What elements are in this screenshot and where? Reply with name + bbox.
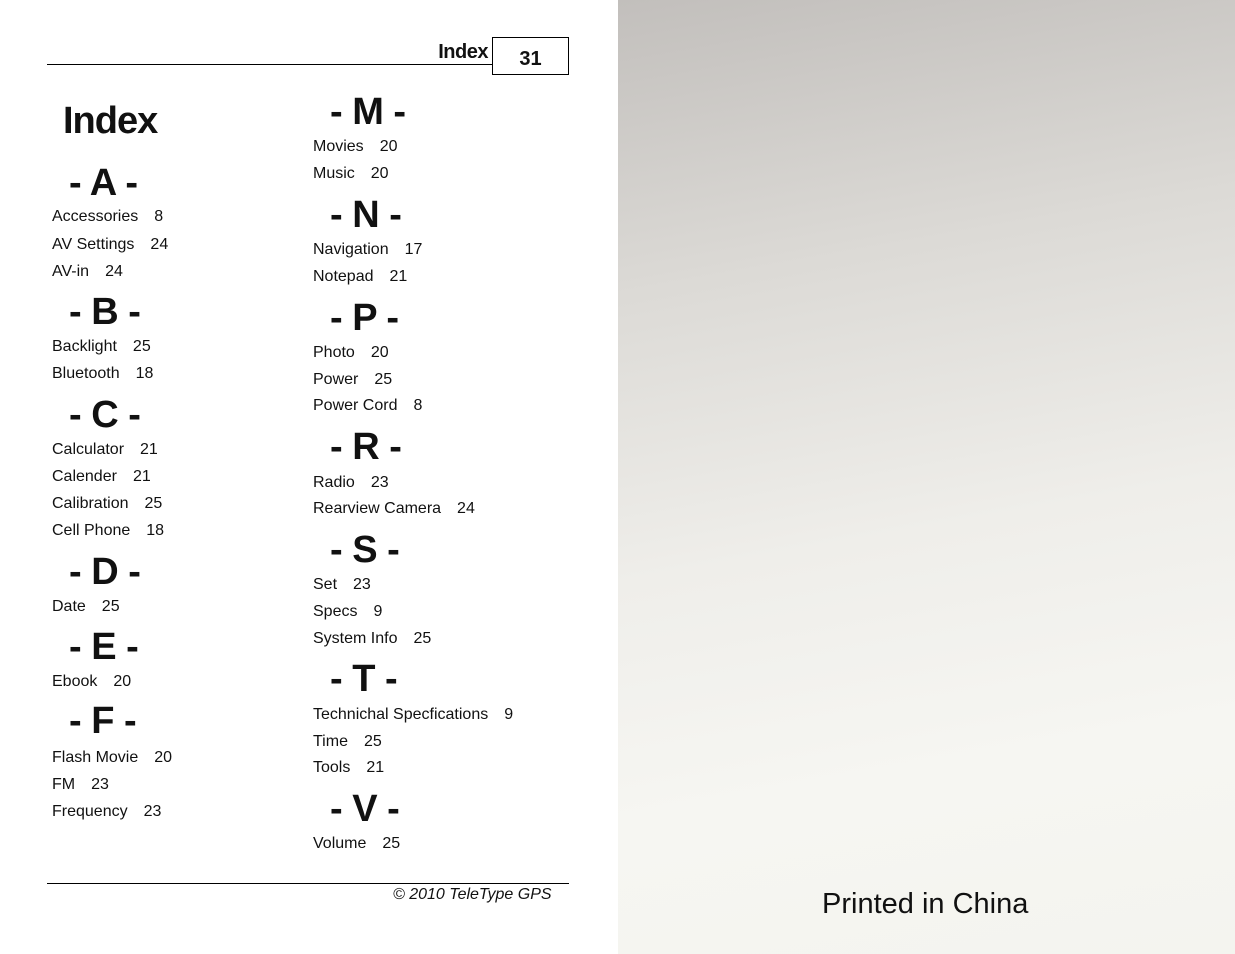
index-entry (313, 604, 382, 620)
index-page-ref: 25 (363, 733, 382, 750)
index-term: Tools (313, 759, 351, 776)
letter-heading: - R - (330, 426, 402, 468)
index-page-ref: 21 (132, 468, 151, 485)
index-entry (52, 237, 168, 253)
index-page-ref: 25 (382, 835, 401, 852)
index-term: Volume (313, 835, 367, 852)
index-term: Specs (313, 603, 358, 620)
letter-heading: - T - (330, 658, 398, 700)
index-page-ref: 25 (101, 598, 120, 615)
index-entry (52, 339, 151, 355)
index-page-ref: 20 (154, 749, 173, 766)
index-page-ref: 25 (132, 338, 151, 355)
index-page-ref: 25 (413, 630, 432, 647)
index-page-ref: 23 (370, 474, 389, 491)
index-entry (313, 269, 407, 285)
index-entry (313, 139, 397, 155)
page-number-box: 31 (492, 37, 569, 75)
index-title: Index (63, 100, 158, 142)
index-term: Rearview Camera (313, 500, 442, 517)
index-term: Radio (313, 474, 355, 491)
index-term: Ebook (52, 673, 98, 690)
index-term: Frequency (52, 803, 128, 820)
index-page-ref: 18 (146, 522, 165, 539)
index-page-ref: 25 (374, 371, 393, 388)
index-entry (313, 166, 389, 182)
back-cover (618, 0, 1235, 954)
index-entry (313, 501, 475, 517)
index-entry (52, 750, 172, 766)
index-term: Calibration (52, 495, 129, 512)
index-entry (313, 707, 513, 723)
letter-heading: - B - (69, 291, 141, 333)
index-entry (52, 442, 158, 458)
index-page-ref: 24 (150, 236, 169, 253)
letter-heading: - P - (330, 297, 399, 339)
footer-rule (47, 883, 569, 884)
index-term: FM (52, 776, 76, 793)
index-term: AV Settings (52, 236, 135, 253)
index-term: Power Cord (313, 397, 398, 414)
index-page-ref: 21 (140, 441, 158, 458)
index-term: Cell Phone (52, 522, 131, 539)
index-term: Bluetooth (52, 365, 120, 382)
index-page-ref: 8 (413, 397, 423, 414)
index-entry (313, 372, 392, 388)
index-page-ref: 24 (457, 500, 475, 517)
letter-heading: - E - (69, 626, 139, 668)
letter-heading: - A - (69, 162, 138, 204)
letter-heading: - C - (69, 394, 141, 436)
index-entry (313, 475, 389, 491)
index-entry (313, 345, 389, 361)
index-entry (313, 242, 422, 258)
index-term: Flash Movie (52, 749, 139, 766)
index-entry (313, 577, 371, 593)
letter-heading: - N - (330, 194, 402, 236)
index-term: Calender (52, 468, 117, 485)
index-term: Power (313, 371, 359, 388)
letter-heading: - S - (330, 529, 400, 571)
index-entry (52, 804, 161, 820)
index-page-ref: 21 (389, 268, 408, 285)
index-term: System Info (313, 630, 398, 647)
letter-heading: - F - (69, 700, 137, 742)
index-entry (52, 469, 151, 485)
index-page-ref: 23 (143, 803, 162, 820)
index-page-ref: 20 (370, 344, 389, 361)
letter-heading: - M - (330, 91, 406, 133)
index-page-ref: 20 (113, 673, 132, 690)
letter-heading: - V - (330, 788, 400, 830)
copyright-text: © 2010 TeleType GPS (393, 886, 552, 903)
index-entry (52, 777, 109, 793)
index-page-ref: 23 (91, 776, 109, 793)
index-term: Backlight (52, 338, 117, 355)
index-page-ref: 24 (105, 263, 123, 280)
index-page-ref: 17 (404, 241, 423, 258)
index-term: Music (313, 165, 355, 182)
index-page-ref: 20 (370, 165, 389, 182)
index-term: Time (313, 733, 348, 750)
index-term: Accessories (52, 208, 139, 225)
index-page-ref: 20 (379, 138, 398, 155)
letter-heading: - D - (69, 551, 141, 593)
index-entry (52, 209, 163, 225)
header-rule (47, 64, 493, 65)
index-term: Navigation (313, 241, 389, 258)
index-term: Calculator (52, 441, 125, 458)
index-entry (313, 760, 384, 776)
index-page-ref: 18 (135, 365, 154, 382)
index-term: Technichal Specfications (313, 706, 489, 723)
index-term: Notepad (313, 268, 374, 285)
index-term: Date (52, 598, 86, 615)
printed-in-text: Printed in China (822, 888, 1029, 920)
index-term: Set (313, 576, 338, 593)
running-header: Index (438, 41, 488, 63)
index-page-ref: 23 (353, 576, 371, 593)
index-term: Photo (313, 344, 355, 361)
index-entry (52, 366, 153, 382)
index-term: Movies (313, 138, 364, 155)
index-page-ref: 9 (504, 706, 514, 723)
index-entry (52, 523, 164, 539)
index-page-ref: 21 (366, 759, 385, 776)
index-term: AV-in (52, 263, 90, 280)
index-entry (52, 496, 162, 512)
index-page-ref: 8 (154, 208, 164, 225)
index-entry (313, 836, 400, 852)
index-entry (52, 599, 120, 615)
index-entry (313, 734, 382, 750)
index-entry (52, 264, 123, 280)
index-entry (52, 674, 131, 690)
index-page-ref: 25 (144, 495, 163, 512)
index-page-ref: 9 (373, 603, 383, 620)
index-entry (313, 631, 431, 647)
index-entry (313, 398, 422, 414)
